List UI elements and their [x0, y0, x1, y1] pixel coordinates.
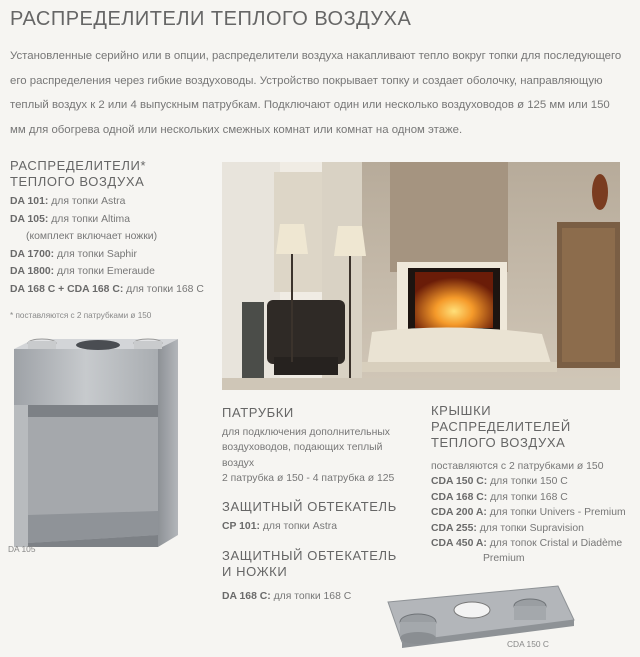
item-code: CDA 150 C:: [431, 476, 488, 488]
item-code: CDA 255:: [431, 522, 477, 534]
list-item: [10, 263, 220, 281]
nozzles-description: [222, 425, 422, 487]
item-code: DA 1800:: [10, 266, 55, 277]
shield-legs-heading-line: И НОЖКИ: [222, 564, 288, 579]
shield-legs-heading-line: ЗАЩИТНЫЙ ОБТЕКАТЕЛЬ: [222, 548, 397, 563]
covers-heading-line: КРЫШКИ: [431, 403, 492, 418]
intro-line: мм для обогрева одной или нескольких смежных комнат или комнат на одном этаже.: [10, 123, 463, 136]
covers-heading: [431, 403, 571, 451]
item-text: для топки 168 C: [487, 491, 568, 503]
item-text: для топки Saphir: [54, 248, 137, 260]
list-item: [431, 521, 636, 536]
list-item: [10, 246, 220, 264]
nozzles-heading: ПАТРУБКИ: [222, 405, 294, 420]
shield-legs-item: [222, 589, 351, 604]
covers-subtitle: поставляются с 2 патрубками ø 150: [431, 461, 604, 472]
list-item: [10, 228, 220, 246]
da105-caption: DA 105: [8, 544, 36, 554]
list-item: [10, 211, 220, 229]
intro-line: его распределения через гибкие воздуховоды. Устройство покрывает топку и создает оболочку, направляющую: [10, 74, 603, 87]
intro-line: Установленные серийно или в опции, распределители воздуха накапливают тепло вокруг топки для последующего: [10, 50, 622, 62]
list-item: [10, 193, 220, 211]
page-title: РАСПРЕДЕЛИТЕЛИ ТЕПЛОГО ВОЗДУХА: [10, 8, 412, 30]
item-text: для топки 150 C: [487, 476, 568, 488]
list-item: [431, 474, 636, 489]
distributors-heading: [10, 158, 146, 190]
shield-heading: ЗАЩИТНЫЙ ОБТЕКАТЕЛЬ: [222, 499, 397, 514]
item-code: DA 101:: [10, 196, 49, 207]
nozzles-line: для подключения дополнительных: [222, 427, 390, 438]
cda150c-caption: CDA 150 C: [507, 639, 549, 649]
item-code: CDA 200 A:: [431, 507, 487, 519]
item-code: CP 101:: [222, 521, 260, 532]
item-code: DA 105:: [10, 213, 49, 225]
item-text: для топки Astra: [259, 521, 337, 532]
item-text: для топки Altima: [48, 213, 130, 225]
distributors-footnote: * поставляются с 2 патрубками ø 150: [10, 311, 152, 320]
distributors-list: [10, 193, 220, 298]
nozzles-line: 2 патрубка ø 150 - 4 патрубка ø 125: [222, 473, 395, 485]
item-text: для топок Cristal и Diadème: [486, 538, 623, 550]
item-text: (комплект включает ножки): [26, 231, 158, 242]
da105-product-image: [8, 335, 184, 553]
covers-list: [431, 459, 636, 567]
item-text: для топки Astra: [48, 196, 126, 207]
list-item: [431, 505, 636, 520]
intro-line: теплый воздух к 2 или 4 выпускным патрубкам. Подключают один или несколько воздуховодов ø 125 мм или 150: [10, 99, 610, 111]
item-code: DA 1700:: [10, 248, 55, 260]
list-item: [10, 281, 220, 299]
list-item: [431, 490, 636, 505]
list-item: [431, 536, 636, 551]
item-text: для топки 168 C: [123, 283, 204, 295]
covers-heading-line: РАСПРЕДЕЛИТЕЛЕЙ: [431, 419, 571, 434]
distributors-heading-line: РАСПРЕДЕЛИТЕЛИ*: [10, 158, 147, 173]
nozzles-line: воздух: [222, 457, 255, 469]
item-code: CDA 450 A:: [431, 538, 487, 550]
item-text: для топки Supravision: [476, 522, 584, 534]
item-text: для топки Univers - Premium: [486, 507, 626, 519]
fireplace-photo: [222, 162, 620, 390]
intro-paragraph: [10, 44, 630, 142]
list-item-continuation: Premium: [483, 553, 525, 565]
fireplace-illustration: [222, 162, 620, 390]
covers-heading-line: ТЕПЛОГО ВОЗДУХА: [431, 435, 566, 450]
item-text: для топки 168 C: [270, 591, 352, 602]
nozzles-line: воздуховодов, подающих теплый: [222, 442, 383, 454]
item-code: DA 168 C + CDA 168 C:: [10, 283, 124, 295]
item-text: для топки Emeraude: [54, 266, 155, 277]
shield-legs-heading: [222, 548, 397, 580]
item-code: DA 168 C:: [222, 591, 271, 602]
distributors-heading-line: ТЕПЛОГО ВОЗДУХА: [10, 174, 145, 189]
item-code: CDA 168 C:: [431, 491, 488, 503]
shield-item: [222, 519, 337, 534]
